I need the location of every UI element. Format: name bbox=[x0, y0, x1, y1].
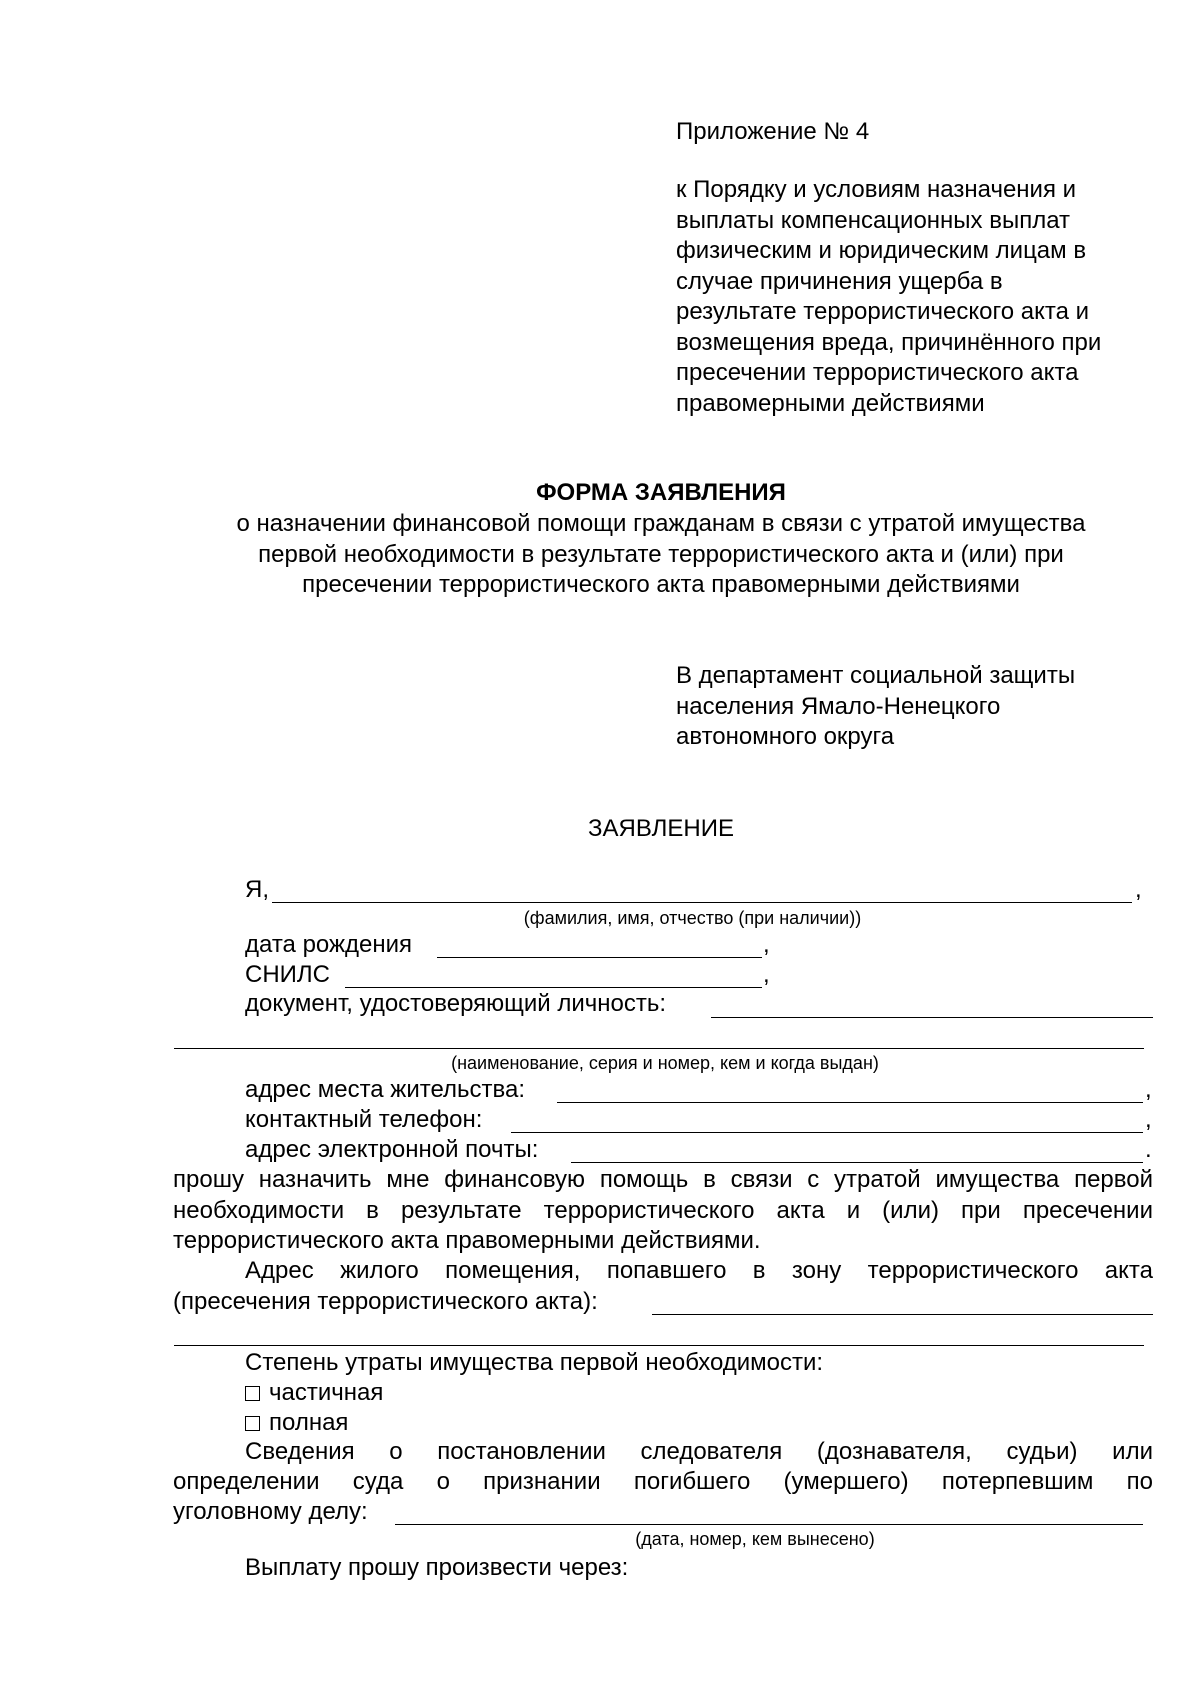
loss-option-partial[interactable] bbox=[245, 1378, 383, 1408]
email-field[interactable] bbox=[571, 1162, 1143, 1163]
phone-label: контактный телефон: bbox=[245, 1106, 483, 1133]
email-label: адрес электронной почты: bbox=[245, 1136, 539, 1163]
id-document-field[interactable] bbox=[711, 1017, 1153, 1018]
id-document-label: документ, удостоверяющий личность: bbox=[245, 990, 667, 1017]
form-heading: ФОРМА ЗАЯВЛЕНИЯ bbox=[536, 479, 786, 506]
housing-label: (пресечения террористического акта): bbox=[173, 1288, 598, 1315]
snils-label: СНИЛС bbox=[245, 961, 330, 988]
residence-suffix: , bbox=[1145, 1076, 1152, 1103]
residence-field[interactable] bbox=[557, 1102, 1143, 1103]
investigator-field[interactable] bbox=[395, 1524, 1143, 1525]
investigator-line: определении суда о признании погибшего (умершего) потерпевшим по bbox=[173, 1468, 1153, 1495]
name-hint: (фамилия, имя, отчество (при наличии)) bbox=[523, 908, 862, 928]
payment-label: Выплату прошу произвести через: bbox=[245, 1554, 629, 1581]
residence-label: адрес места жительства: bbox=[245, 1076, 526, 1103]
investigator-hint: (дата, номер, кем вынесено) bbox=[635, 1529, 875, 1549]
appendix-line: физическим и юридическим лицам в bbox=[676, 237, 1087, 264]
investigator-line: Сведения о постановлении следователя (дознавателя, судьи) или bbox=[245, 1438, 1153, 1465]
investigator-text-2 bbox=[173, 1467, 1153, 1498]
housing-address-field-continued[interactable] bbox=[174, 1345, 1144, 1346]
snils-suffix: , bbox=[763, 961, 770, 988]
snils-field[interactable] bbox=[345, 987, 762, 988]
form-subtitle-line: первой необходимости в результате террористического акта и (или) при bbox=[258, 540, 1064, 568]
id-document-hint: (наименование, серия и номер, кем и когда выдан) bbox=[451, 1053, 879, 1073]
housing-address-text bbox=[245, 1256, 1153, 1287]
birth-date-suffix: , bbox=[763, 931, 770, 958]
appendix-line: пресечении террористического акта bbox=[676, 359, 1079, 386]
addressee-line: населения Ямало-Ненецкого bbox=[676, 692, 1001, 720]
loss-option-label: частичная bbox=[269, 1379, 384, 1406]
loss-option-full[interactable] bbox=[245, 1408, 348, 1438]
investigator-label: уголовному делу: bbox=[173, 1498, 368, 1525]
id-document-field-continued[interactable] bbox=[174, 1048, 1144, 1049]
request-line: необходимости в результате террористического акта и (или) при пресечении bbox=[173, 1196, 1153, 1224]
birth-date-label: дата рождения bbox=[245, 931, 413, 958]
name-suffix: , bbox=[1135, 876, 1142, 903]
name-prefix: Я, bbox=[245, 876, 269, 903]
phone-suffix: , bbox=[1145, 1106, 1152, 1133]
statement-title: ЗАЯВЛЕНИЕ bbox=[588, 815, 734, 842]
email-suffix: . bbox=[1145, 1136, 1152, 1163]
appendix-number: Приложение № 4 bbox=[676, 118, 870, 145]
checkbox-icon[interactable] bbox=[245, 1416, 260, 1431]
investigator-text bbox=[245, 1437, 1153, 1468]
form-subtitle-line: пресечении террористического акта правомерными действиями bbox=[302, 571, 1020, 598]
loss-option-label: полная bbox=[269, 1409, 349, 1436]
appendix-line: правомерными действиями bbox=[676, 389, 985, 417]
addressee-line: автономного округа bbox=[676, 723, 895, 750]
birth-date-field[interactable] bbox=[437, 957, 762, 958]
addressee-line: В департамент социальной защиты bbox=[676, 662, 1076, 689]
appendix-line: результате террористического акта и bbox=[676, 298, 1090, 325]
name-field[interactable] bbox=[272, 902, 1132, 903]
phone-field[interactable] bbox=[511, 1132, 1143, 1133]
appendix-line: возмещения вреда, причинённого при bbox=[676, 328, 1102, 356]
housing-line: Адрес жилого помещения, попавшего в зону террористического акта bbox=[245, 1257, 1153, 1284]
request-paragraph bbox=[173, 1165, 1153, 1257]
appendix-line: случае причинения ущерба в bbox=[676, 267, 1003, 295]
loss-degree-label: Степень утраты имущества первой необходимости: bbox=[245, 1349, 824, 1376]
appendix-line: выплаты компенсационных выплат bbox=[676, 206, 1071, 234]
appendix-description bbox=[676, 175, 1101, 419]
form-subtitle bbox=[0, 509, 1200, 601]
request-line: прошу назначить мне финансовую помощь в связи с утратой имущества первой bbox=[173, 1166, 1153, 1193]
housing-address-field[interactable] bbox=[652, 1314, 1153, 1315]
addressee bbox=[676, 661, 1075, 753]
form-subtitle-line: о назначении финансовой помощи гражданам в связи с утратой имущества bbox=[236, 510, 1086, 537]
appendix-line: к Порядку и условиям назначения и bbox=[676, 176, 1077, 203]
request-line: террористического акта правомерными действиями. bbox=[173, 1227, 761, 1254]
checkbox-icon[interactable] bbox=[245, 1386, 260, 1401]
